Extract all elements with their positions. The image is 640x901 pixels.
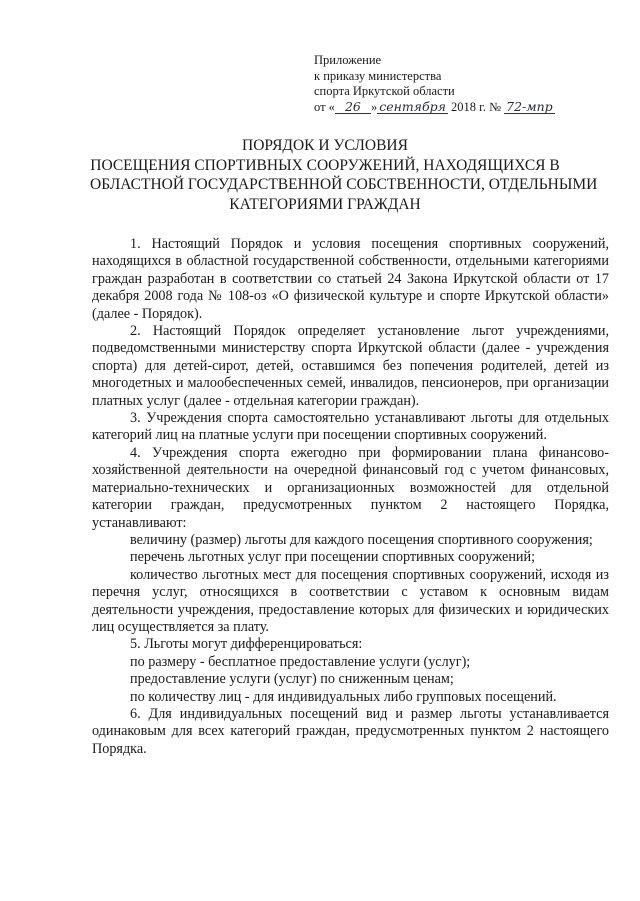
date-day-handwritten: 26 (335, 100, 371, 114)
appendix-date-line (314, 100, 555, 116)
appendix-ministry: спорта Иркутской области (314, 84, 455, 98)
date-mid: » (370, 99, 378, 114)
title-line-4: КАТЕГОРИЯМИ ГРАЖДАН (229, 195, 421, 213)
date-month-handwritten: сентября (379, 98, 446, 114)
paragraph-4-item-1: величину (размер) льготы для каждого посещения спортивного сооружения; (130, 531, 593, 548)
paragraph-4-item-2: перечень льготных услуг при посещении спортивных сооружений; (130, 549, 536, 566)
paragraph-5: 5. Льготы могут дифференцироваться: (130, 636, 363, 653)
appendix-header (314, 53, 555, 115)
paragraph-5-item-3: по количеству лиц - для индивидуальных либо групповых посещений. (130, 688, 557, 705)
paragraph-4-item-3: количество льготных мест для посещения спортивных сооружений, исходя из перечня услуг, относящихся в соответствии с уставом к основным видам деятельности учреждения, предоставление которых для физических и юридических лиц осуществляется за плату. (92, 566, 609, 635)
paragraph-5-item-1: по размеру - бесплатное предоставление услуги (услуг); (130, 653, 471, 670)
document-body (92, 236, 609, 758)
paragraph-3: 3. Учреждения спорта самостоятельно устанавливают льготы для отдельных категорий лиц на платные услуги при посещении спортивных сооружений. (92, 410, 609, 444)
appendix-label: Приложение (314, 53, 382, 67)
date-year: 2018 г. № (450, 99, 502, 114)
appendix-order-ref: к приказу министерства (314, 68, 442, 83)
title-line-3: ОБЛАСТНОЙ ГОСУДАРСТВЕННОЙ СОБСТВЕННОСТИ, ОТДЕЛЬНЫМИ (90, 176, 598, 193)
paragraph-6: 6. Для индивидуальных посещений вид и размер льготы устанавливается одинаковым для всех категорий граждан, предусмотренных пунктом 2 настоящего Порядка. (92, 705, 609, 757)
order-number-handwritten: 72-мпр (506, 98, 553, 114)
date-prefix: от « (314, 99, 335, 114)
paragraph-1: 1. Настоящий Порядок и условия посещения спортивных сооружений, находящихся в областной государственной собственности, отдельными категориями граждан разработан в соответствии со статьей 24 Закона Иркутской области от 17 декабря 2008 года № 108-оз «О физической культуре и спорте Иркутской области» (далее - Порядок). (92, 236, 609, 322)
paragraph-2: 2. Настоящий Порядок определяет установление льгот учреждениями, подведомственными министерству спорта Иркутской области (далее - учреждения спорта) для детей-сирот, детей, оставшимся без попечения родителей, детей из многодетных и малообеспеченных семей, инвалидов, пенсионеров, при организации платных услуг (далее - отдельная категории граждан). (92, 323, 609, 409)
title-line-1: ПОРЯДОК И УСЛОВИЯ (242, 137, 408, 154)
title-line-2: ПОСЕЩЕНИЯ СПОРТИВНЫХ СООРУЖЕНИЙ, НАХОДЯЩИХСЯ В (90, 156, 560, 174)
paragraph-5-item-2: предоставление услуги (услуг) по сниженным ценам; (130, 671, 454, 688)
document-title (90, 136, 598, 214)
paragraph-4: 4. Учреждения спорта ежегодно при формировании плана финансово-хозяйственной деятельности на очередной финансовый год с учетом финансовых, материально-технических и организационных возможностей для отдельной категории граждан, предусмотренных пунктом 2 настоящего Порядка, устанавливают: (92, 444, 609, 531)
